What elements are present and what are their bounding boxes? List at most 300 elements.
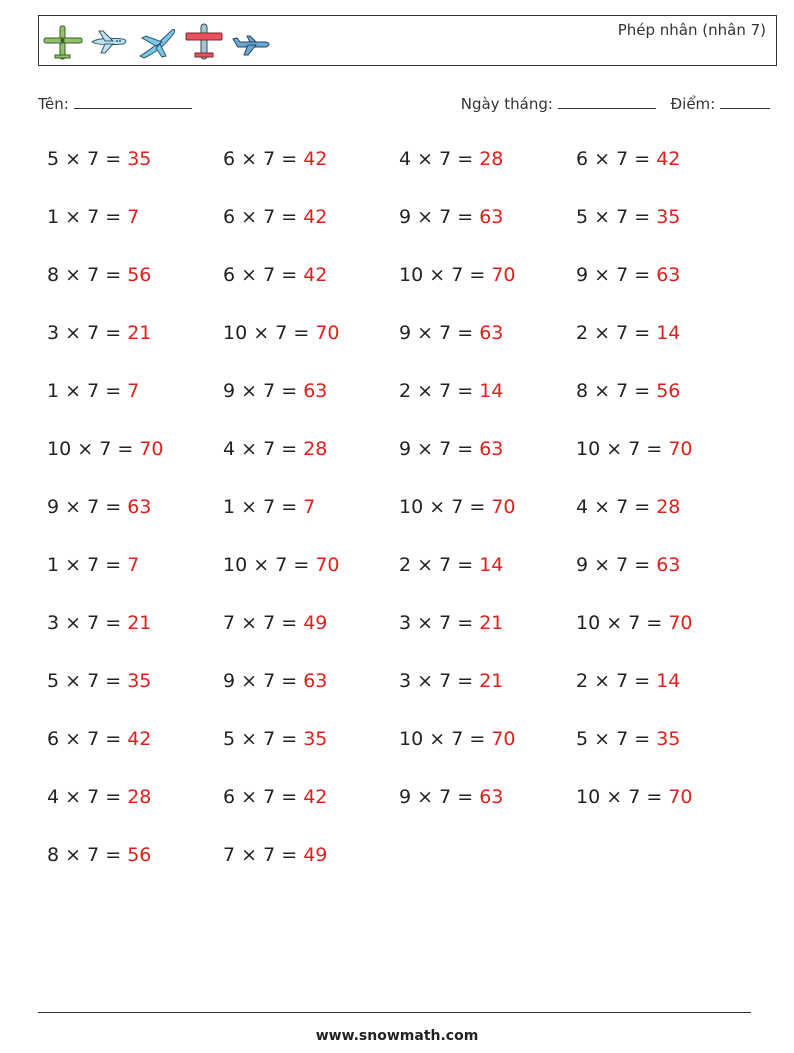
times-sign: × (429, 264, 446, 286)
answer: 28 (656, 496, 681, 518)
answer: 63 (303, 670, 328, 692)
factor-a: 5 (576, 206, 589, 228)
answer: 35 (303, 728, 328, 750)
factor-a: 8 (576, 380, 589, 402)
times-sign: × (241, 206, 258, 228)
factor-b: 7 (263, 670, 276, 692)
problem-item (47, 144, 151, 174)
factor-a: 9 (399, 206, 412, 228)
times-sign: × (65, 728, 82, 750)
factor-a: 9 (223, 670, 236, 692)
equals-sign: = (281, 206, 298, 228)
factor-a: 4 (223, 438, 236, 460)
times-sign: × (241, 380, 258, 402)
equals-sign: = (634, 728, 651, 750)
problem-item (47, 724, 151, 754)
factor-a: 2 (399, 554, 412, 576)
factor-a: 10 (576, 438, 601, 460)
equals-sign: = (281, 670, 298, 692)
factor-a: 9 (399, 322, 412, 344)
factor-a: 1 (47, 554, 60, 576)
factor-a: 2 (399, 380, 412, 402)
answer: 63 (479, 206, 504, 228)
factor-a: 5 (47, 148, 60, 170)
name-field (38, 93, 192, 113)
factor-b: 7 (263, 728, 276, 750)
times-sign: × (594, 322, 611, 344)
problem-item (576, 318, 680, 348)
date-label: Ngày tháng: (460, 95, 553, 113)
score-label: Điểm: (670, 95, 716, 113)
times-sign: × (594, 496, 611, 518)
answer: 70 (668, 612, 693, 634)
answer: 21 (479, 670, 504, 692)
times-sign: × (253, 322, 270, 344)
times-sign: × (594, 554, 611, 576)
answer: 42 (127, 728, 152, 750)
equals-sign: = (634, 322, 651, 344)
equals-sign: = (281, 728, 298, 750)
factor-b: 7 (263, 844, 276, 866)
factor-b: 7 (439, 612, 452, 634)
problem-item (47, 434, 164, 464)
problem-item (223, 318, 340, 348)
factor-b: 7 (263, 786, 276, 808)
answer: 14 (656, 322, 681, 344)
answer: 70 (315, 554, 340, 576)
equals-sign: = (646, 438, 663, 460)
factor-b: 7 (263, 380, 276, 402)
factor-a: 1 (47, 206, 60, 228)
factor-a: 10 (223, 322, 248, 344)
answer: 14 (479, 554, 504, 576)
factor-b: 7 (87, 264, 100, 286)
equals-sign: = (117, 438, 134, 460)
factor-b: 7 (628, 612, 641, 634)
factor-b: 7 (87, 612, 100, 634)
factor-b: 7 (87, 670, 100, 692)
times-sign: × (241, 438, 258, 460)
factor-a: 10 (399, 728, 424, 750)
answer: 49 (303, 844, 328, 866)
problem-item (47, 782, 151, 812)
equals-sign: = (105, 264, 122, 286)
factor-b: 7 (263, 206, 276, 228)
problem-item (223, 376, 327, 406)
score-blank[interactable] (720, 93, 770, 109)
factor-a: 8 (47, 264, 60, 286)
answer: 7 (127, 206, 140, 228)
factor-b: 7 (99, 438, 112, 460)
answer: 42 (303, 148, 328, 170)
times-sign: × (77, 438, 94, 460)
answer: 21 (127, 322, 152, 344)
factor-b: 7 (275, 322, 288, 344)
factor-b: 7 (87, 206, 100, 228)
worksheet-title: Phép nhân (nhân 7) (617, 21, 766, 39)
factor-a: 2 (576, 670, 589, 692)
factor-b: 7 (87, 496, 100, 518)
answer: 70 (491, 264, 516, 286)
answer: 7 (127, 554, 140, 576)
times-sign: × (65, 844, 82, 866)
factor-b: 7 (616, 670, 629, 692)
factor-a: 4 (576, 496, 589, 518)
equals-sign: = (457, 438, 474, 460)
problem-item (399, 144, 503, 174)
equals-sign: = (281, 786, 298, 808)
answer: 63 (479, 438, 504, 460)
factor-a: 1 (223, 496, 236, 518)
problem-item (223, 550, 340, 580)
answer: 63 (656, 554, 681, 576)
equals-sign: = (634, 554, 651, 576)
factor-b: 7 (263, 148, 276, 170)
factor-b: 7 (616, 206, 629, 228)
equals-sign: = (105, 148, 122, 170)
factor-b: 7 (275, 554, 288, 576)
times-sign: × (65, 206, 82, 228)
problem-item (576, 434, 693, 464)
red-plane-icon (183, 22, 225, 62)
equals-sign: = (457, 206, 474, 228)
problem-item (576, 724, 680, 754)
times-sign: × (253, 554, 270, 576)
answer: 63 (656, 264, 681, 286)
name-blank[interactable] (74, 93, 192, 109)
answer: 42 (303, 264, 328, 286)
green-plane-icon (42, 22, 84, 62)
answer: 56 (127, 264, 152, 286)
equals-sign: = (281, 438, 298, 460)
equals-sign: = (457, 554, 474, 576)
equals-sign: = (105, 844, 122, 866)
blue-airliner-icon (230, 22, 272, 62)
factor-b: 7 (263, 612, 276, 634)
factor-b: 7 (87, 844, 100, 866)
factor-b: 7 (628, 786, 641, 808)
answer: 70 (491, 496, 516, 518)
factor-a: 10 (223, 554, 248, 576)
factor-b: 7 (451, 496, 464, 518)
factor-a: 1 (47, 380, 60, 402)
answer: 63 (479, 322, 504, 344)
times-sign: × (65, 496, 82, 518)
times-sign: × (241, 264, 258, 286)
times-sign: × (65, 380, 82, 402)
times-sign: × (429, 728, 446, 750)
times-sign: × (606, 786, 623, 808)
times-sign: × (65, 148, 82, 170)
factor-b: 7 (439, 554, 452, 576)
times-sign: × (594, 206, 611, 228)
factor-a: 5 (223, 728, 236, 750)
times-sign: × (606, 438, 623, 460)
times-sign: × (241, 844, 258, 866)
problem-item (399, 724, 516, 754)
answer: 42 (656, 148, 681, 170)
equals-sign: = (105, 612, 122, 634)
factor-a: 9 (576, 264, 589, 286)
factor-b: 7 (616, 728, 629, 750)
answer: 14 (656, 670, 681, 692)
problem-item (399, 550, 503, 580)
equals-sign: = (281, 496, 298, 518)
times-sign: × (594, 380, 611, 402)
answer: 28 (127, 786, 152, 808)
factor-a: 6 (223, 206, 236, 228)
factor-a: 5 (47, 670, 60, 692)
times-sign: × (241, 728, 258, 750)
problem-item (223, 144, 327, 174)
equals-sign: = (634, 148, 651, 170)
factor-b: 7 (616, 148, 629, 170)
problem-item (399, 260, 516, 290)
factor-a: 6 (47, 728, 60, 750)
date-score-fields (461, 93, 770, 113)
times-sign: × (594, 264, 611, 286)
problem-item (576, 782, 693, 812)
equals-sign: = (293, 554, 310, 576)
factor-a: 10 (399, 264, 424, 286)
factor-b: 7 (439, 206, 452, 228)
factor-a: 9 (399, 786, 412, 808)
factor-b: 7 (87, 728, 100, 750)
answer: 70 (668, 438, 693, 460)
factor-b: 7 (451, 264, 464, 286)
equals-sign: = (457, 786, 474, 808)
problem-item (576, 492, 680, 522)
answer: 70 (315, 322, 340, 344)
problem-item (399, 318, 503, 348)
equals-sign: = (634, 264, 651, 286)
problem-item (399, 202, 503, 232)
equals-sign: = (281, 264, 298, 286)
equals-sign: = (457, 148, 474, 170)
equals-sign: = (105, 496, 122, 518)
factor-b: 7 (87, 380, 100, 402)
equals-sign: = (105, 670, 122, 692)
problem-item (223, 260, 327, 290)
problem-item (399, 608, 503, 638)
times-sign: × (417, 612, 434, 634)
answer: 70 (491, 728, 516, 750)
problem-item (399, 376, 503, 406)
factor-a: 10 (576, 612, 601, 634)
equals-sign: = (634, 496, 651, 518)
name-label: Tên: (38, 95, 69, 113)
problem-item (399, 492, 516, 522)
factor-a: 6 (223, 264, 236, 286)
factor-b: 7 (439, 670, 452, 692)
factor-b: 7 (616, 264, 629, 286)
answer: 21 (127, 612, 152, 634)
answer: 7 (303, 496, 316, 518)
problem-item (223, 492, 315, 522)
footer-divider (38, 1012, 751, 1013)
equals-sign: = (646, 786, 663, 808)
problem-item (399, 782, 503, 812)
factor-a: 4 (399, 148, 412, 170)
answer: 70 (139, 438, 164, 460)
blue-jet-icon (136, 22, 178, 62)
times-sign: × (417, 554, 434, 576)
times-sign: × (241, 612, 258, 634)
times-sign: × (65, 322, 82, 344)
times-sign: × (606, 612, 623, 634)
footer-url: www.snowmath.com (315, 1028, 479, 1044)
factor-a: 10 (576, 786, 601, 808)
equals-sign: = (281, 380, 298, 402)
date-blank[interactable] (558, 93, 656, 109)
factor-b: 7 (616, 554, 629, 576)
factor-b: 7 (87, 148, 100, 170)
factor-b: 7 (439, 380, 452, 402)
equals-sign: = (105, 322, 122, 344)
times-sign: × (417, 322, 434, 344)
factor-b: 7 (439, 786, 452, 808)
equals-sign: = (281, 844, 298, 866)
problem-item (576, 144, 680, 174)
factor-a: 6 (576, 148, 589, 170)
factor-a: 10 (399, 496, 424, 518)
problem-item (576, 376, 680, 406)
factor-a: 4 (47, 786, 60, 808)
factor-a: 6 (223, 786, 236, 808)
equals-sign: = (105, 728, 122, 750)
factor-b: 7 (87, 322, 100, 344)
times-sign: × (594, 148, 611, 170)
problem-item (576, 666, 680, 696)
problem-item (223, 840, 327, 870)
problem-item (576, 260, 680, 290)
factor-b: 7 (263, 438, 276, 460)
factor-a: 2 (576, 322, 589, 344)
answer: 35 (656, 728, 681, 750)
factor-b: 7 (628, 438, 641, 460)
factor-a: 3 (399, 612, 412, 634)
factor-a: 8 (47, 844, 60, 866)
equals-sign: = (634, 206, 651, 228)
problem-item (223, 666, 327, 696)
factor-b: 7 (439, 438, 452, 460)
problem-item (399, 434, 503, 464)
equals-sign: = (105, 380, 122, 402)
answer: 63 (479, 786, 504, 808)
problem-item (576, 550, 680, 580)
answer: 42 (303, 786, 328, 808)
factor-a: 9 (47, 496, 60, 518)
times-sign: × (241, 786, 258, 808)
answer: 56 (127, 844, 152, 866)
equals-sign: = (281, 612, 298, 634)
light-blue-plane-icon (89, 22, 131, 62)
answer: 56 (656, 380, 681, 402)
times-sign: × (65, 786, 82, 808)
header-box (38, 15, 777, 66)
factor-a: 6 (223, 148, 236, 170)
answer: 35 (127, 148, 152, 170)
factor-b: 7 (263, 264, 276, 286)
problem-item (47, 318, 151, 348)
factor-b: 7 (439, 322, 452, 344)
equals-sign: = (281, 148, 298, 170)
problem-item (223, 202, 327, 232)
answer: 42 (303, 206, 328, 228)
problem-item (47, 376, 139, 406)
problem-item (223, 608, 327, 638)
factor-a: 9 (576, 554, 589, 576)
equals-sign: = (457, 670, 474, 692)
equals-sign: = (469, 264, 486, 286)
factor-a: 7 (223, 612, 236, 634)
factor-b: 7 (616, 322, 629, 344)
times-sign: × (594, 670, 611, 692)
answer: 28 (303, 438, 328, 460)
equals-sign: = (457, 322, 474, 344)
factor-a: 9 (223, 380, 236, 402)
factor-a: 3 (47, 612, 60, 634)
factor-b: 7 (616, 496, 629, 518)
equals-sign: = (105, 786, 122, 808)
factor-b: 7 (616, 380, 629, 402)
times-sign: × (65, 554, 82, 576)
answer: 21 (479, 612, 504, 634)
times-sign: × (65, 264, 82, 286)
answer: 70 (668, 786, 693, 808)
equals-sign: = (457, 612, 474, 634)
equals-sign: = (469, 728, 486, 750)
answer: 35 (127, 670, 152, 692)
problem-item (576, 608, 693, 638)
answer: 63 (127, 496, 152, 518)
factor-a: 3 (399, 670, 412, 692)
times-sign: × (241, 670, 258, 692)
problem-item (47, 608, 151, 638)
answer: 14 (479, 380, 504, 402)
problem-item (47, 260, 151, 290)
equals-sign: = (634, 670, 651, 692)
equals-sign: = (469, 496, 486, 518)
times-sign: × (65, 612, 82, 634)
problem-item (223, 782, 327, 812)
times-sign: × (417, 206, 434, 228)
problem-item (47, 202, 139, 232)
times-sign: × (594, 728, 611, 750)
factor-a: 5 (576, 728, 589, 750)
times-sign: × (417, 148, 434, 170)
times-sign: × (417, 380, 434, 402)
times-sign: × (417, 670, 434, 692)
problem-item (47, 666, 151, 696)
factor-b: 7 (263, 496, 276, 518)
factor-b: 7 (439, 148, 452, 170)
problem-item (47, 492, 151, 522)
factor-b: 7 (451, 728, 464, 750)
problem-item (576, 202, 680, 232)
answer: 63 (303, 380, 328, 402)
equals-sign: = (646, 612, 663, 634)
times-sign: × (241, 148, 258, 170)
equals-sign: = (105, 554, 122, 576)
problem-item (223, 434, 327, 464)
factor-b: 7 (87, 786, 100, 808)
equals-sign: = (293, 322, 310, 344)
answer: 7 (127, 380, 140, 402)
answer: 28 (479, 148, 504, 170)
equals-sign: = (105, 206, 122, 228)
answer: 35 (656, 206, 681, 228)
